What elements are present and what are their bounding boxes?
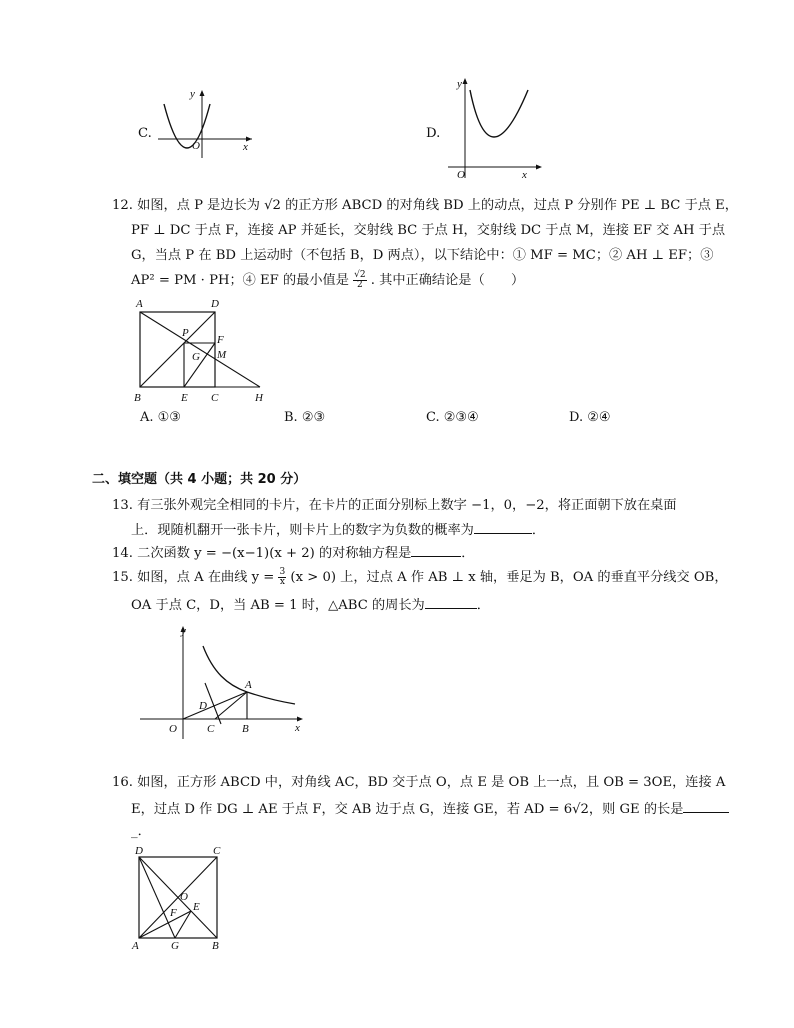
- diagonal-bd: [140, 312, 215, 387]
- q13-line-1: 13. 有三张外观完全相同的卡片，在卡片的正面分别标上数字 −1，0，−2，将正面朝下放在桌面: [112, 498, 677, 513]
- q16-figure: [130, 842, 230, 954]
- segment-oa: [183, 692, 247, 719]
- segment-ca: [215, 692, 247, 719]
- q15-answer-blank[interactable]: [425, 595, 477, 609]
- parabola-c: [164, 104, 210, 148]
- label-x: x: [295, 722, 300, 734]
- q13-line-2-end: ．: [531, 523, 546, 538]
- q12-line-1: 12. 如图，点 P 是边长为 √2 的正方形 ABCD 的对角线 BD 上的动点，过点 P 分别作 PE ⊥ BC 于点 E，: [112, 198, 738, 213]
- label-d: D: [135, 845, 143, 857]
- q11-graph-c: [152, 82, 262, 162]
- label-b: B: [212, 940, 219, 952]
- label-a: A: [245, 679, 252, 691]
- label-d: D: [211, 298, 219, 310]
- label-f: F: [170, 907, 177, 919]
- q16-answer-blank[interactable]: [683, 799, 729, 813]
- label-y: y: [181, 625, 186, 637]
- label-h: H: [255, 392, 263, 404]
- q12-line-2: PF ⊥ DC 于点 F，连接 AP 并延长，交射线 BC 于点 H，交射线 DC 于点 M，连接 EF 交 AH 于点: [131, 223, 726, 238]
- label-a: A: [136, 298, 143, 310]
- q14-answer-blank[interactable]: [411, 543, 461, 557]
- q11-graph-d: [444, 74, 554, 182]
- label-m: M: [217, 349, 227, 361]
- q12-line-3: G，当点 P 在 BD 上运动时（不包括 B，D 两点），以下结论中：① MF = MC；② AH ⊥ EF；③: [131, 248, 714, 263]
- graph-d-x-label: x: [522, 169, 527, 181]
- label-g: G: [171, 940, 179, 952]
- q15-line-1: [112, 568, 728, 588]
- q11-option-c-label: C.: [138, 126, 152, 141]
- q15-line-2-end: ．: [476, 598, 490, 613]
- q12-line-4-a: AP² = PM · PH；④ EF 的最小值是: [131, 273, 349, 288]
- segment-dg: [139, 857, 175, 938]
- q12-option-a[interactable]: A. ①③: [140, 410, 181, 425]
- label-b: B: [134, 392, 141, 404]
- q15-line-2: [131, 595, 490, 616]
- hyperbola-curve: [203, 646, 295, 704]
- label-p: P: [182, 327, 189, 339]
- graph-c-y-label: y: [190, 88, 195, 100]
- graph-c-origin-label: O: [192, 140, 200, 152]
- q15-line-2-text: OA 于点 C，D，当 AB = 1 时，△ABC 的周长为: [131, 598, 425, 613]
- label-c: C: [211, 392, 219, 404]
- q14-end: ．: [461, 546, 475, 561]
- graph-d-origin-label: O: [457, 169, 465, 181]
- q15-fraction-denominator: x: [279, 577, 285, 587]
- q15-line-1-a: 15. 如图，点 A 在曲线 y =: [112, 570, 275, 585]
- label-f: F: [217, 334, 224, 346]
- q12-figure: [130, 296, 270, 406]
- q14-text: 14. 二次函数 y = −(x−1)(x + 2) 的对称轴方程是: [112, 546, 412, 561]
- q15-fraction-numerator: 3: [279, 567, 286, 577]
- q14-line: [112, 543, 474, 564]
- q16-line-1: 16. 如图，正方形 ABCD 中，对角线 AC，BD 交于点 O，点 E 是 OB 上一点，且 OB = 3OE，连接 A: [112, 775, 726, 790]
- q16-line-2-text: E，过点 D 作 DG ⊥ AE 于点 F，交 AB 边于点 G，连接 GE，若 AD = 6√2，则 GE 的长是: [131, 802, 684, 817]
- q15-line-1-b: (x > 0) 上，过点 A 作 AB ⊥ x 轴，垂足为 B，OA 的垂直平分线交 OB，: [290, 570, 728, 585]
- label-g: G: [192, 351, 200, 363]
- q12-fraction: [353, 271, 366, 290]
- q12-line-4-b: . 其中正确结论是（ ）: [370, 273, 525, 288]
- label-d: D: [199, 700, 207, 712]
- q12-option-c[interactable]: C. ②③④: [426, 410, 479, 425]
- q12-fraction-numerator: √2: [354, 270, 366, 280]
- label-e: E: [193, 901, 200, 913]
- label-e: E: [181, 392, 188, 404]
- line-ah: [140, 312, 260, 387]
- section-2-title: 二、填空题（共 4 小题；共 20 分）: [92, 472, 307, 487]
- q11-option-d-label: D.: [426, 126, 441, 141]
- q12-option-b[interactable]: B. ②③: [284, 410, 326, 425]
- q13-line-2-text: 上．现随机翻开一张卡片，则卡片上的数字为负数的概率为: [131, 523, 474, 538]
- label-c: C: [213, 845, 221, 857]
- q15-figure: [135, 622, 310, 742]
- label-b: B: [242, 723, 249, 735]
- q12-line-4: [131, 271, 524, 291]
- label-o: O: [180, 891, 188, 903]
- label-a: A: [132, 940, 139, 952]
- q13-line-2: [131, 520, 545, 541]
- label-o: O: [169, 723, 177, 735]
- q13-answer-blank[interactable]: [474, 520, 532, 534]
- q12-fraction-denominator: 2: [356, 280, 363, 290]
- q12-option-d[interactable]: D. ②④: [569, 410, 611, 425]
- graph-d-y-label: y: [457, 78, 462, 90]
- graph-c-x-label: x: [243, 141, 248, 153]
- q16-line-2: [131, 799, 729, 820]
- q15-fraction: [278, 568, 286, 587]
- parabola-d: [470, 90, 528, 137]
- label-c: C: [207, 723, 215, 735]
- q16-line-3: _．: [131, 824, 151, 839]
